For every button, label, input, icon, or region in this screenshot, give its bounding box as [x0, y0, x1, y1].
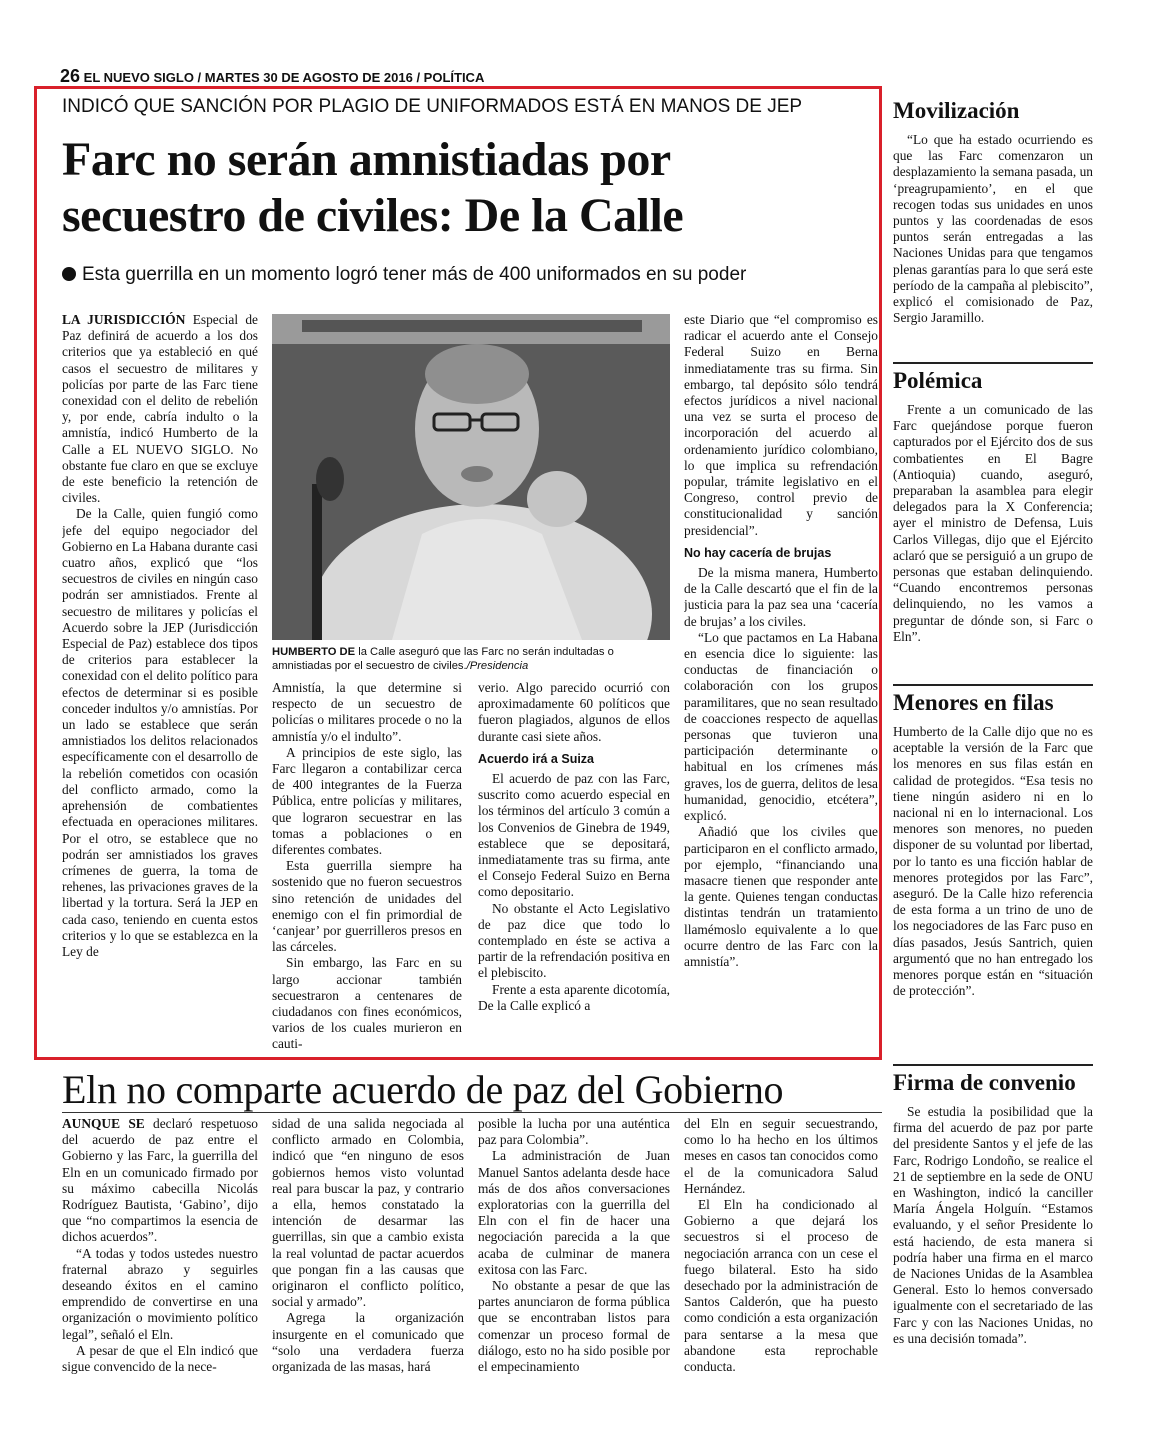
subhead-text: Esta guerrilla en un momento logró tener más de 400 uniformados en su poder — [82, 264, 747, 285]
divider — [893, 362, 1093, 364]
article-photo — [272, 314, 670, 640]
paragraph: El acuerdo de paz con las Farc, suscrito como acuerdo especial en los términos del artículo 3 común a los Convenios de Ginebra de 1949, establece que se depositará, inmediatamente tras su firma, ante el Consejo Federal Suizo en Berna como depositario. — [478, 771, 670, 900]
sidebar-text — [893, 724, 1093, 999]
paragraph: A pesar de que el Eln indicó que sigue convencido de la nece- — [62, 1342, 258, 1375]
sidebar-movilizacion — [893, 98, 1093, 360]
paragraph: El Eln ha condicionado al Gobierno a que dejará los secuestros si el proceso de negociación arranca con un cese el fuego bilateral. Esto ha sido desechado por la administración de Santos Calderón, que ha puesto como condición a esta organización para sentarse a la mesa que abandone esta reprochable conducta. — [684, 1197, 878, 1375]
paragraph — [62, 312, 258, 506]
paragraph: “A todas y todos ustedes nuestro fraternal abrazo y seguirles deseando éxitos en el camino emprendido de convertirse en una organización o movimiento político legal”, señaló el Eln. — [62, 1245, 258, 1342]
lead-in: LA JURISDICCIÓN — [62, 312, 186, 327]
page-header — [60, 66, 484, 87]
paragraph: A principios de este siglo, las Farc llegaron a contabilizar cerca de 400 integrantes de la Fuerza Pública, entre policías y militares, que lograron secuestrar en las tomas a poblaciones o en diferentes combates. — [272, 744, 462, 858]
paragraph: Frente a un comunicado de las Farc quejándose porque fueron capturados por el Ejército dos de sus combatientes en El Bagre (Antioquia) cuando, aseguró, preparaban la asamblea para elegir delegados para la X Conferencia; ayer el ministro de Defensa, Luis Carlos Villegas, dijo que el Ejército aclaró que se persiguió a un grupo de personas que estaban delinquiendo. “Cuando encontremos personas delinquiendo, no les vamos a preguntar de dónde son, si Farc o Eln”. — [893, 402, 1093, 644]
sidebar-title: Movilización — [893, 98, 1020, 123]
eln-col-1 — [62, 1116, 258, 1392]
paragraph: Se estudia la posibilidad que la firma del acuerdo de paz por parte del presidente Santos y el jefe de las Farc, Rodrigo Londoño, se realice el 21 de septiembre en la sede de ONU en Washington, indicó la canciller María Ángela Holguín. “Estamos evaluando, y el señor Presidente lo está haciendo, de esta manera si podría haber una firma en el marco de Naciones Unidas de la Asamblea General. Esto lo hemos conversado igualmente con el secretariado de las Farc y con las Naciones Unidas, no es una decisión tomada”. — [893, 1104, 1093, 1346]
bullet-icon — [62, 267, 76, 281]
paragraph: “Lo que ha estado ocurriendo es que las Farc comenzaron un desplazamiento la semana pasada, un ‘preagrupamiento’, en el que recogen todas sus unidades en unos puntos y las coordenadas de esos puntos serán entregadas a las Naciones Unidas para que tengamos plenas garantías para lo que será este período de la campaña al plebiscito”, explicó el comisionado de Paz, Sergio Jaramillo. — [893, 132, 1093, 326]
main-col-2 — [272, 680, 462, 1052]
main-col-4 — [684, 312, 878, 1052]
sidebar-title: Polémica — [893, 368, 983, 393]
sidebar-menores — [893, 690, 1093, 1054]
subheading: Acuerdo irá a Suiza — [478, 751, 595, 766]
paragraph: Humberto de la Calle dijo que no es aceptable la versión de la Farc que los menores en sus filas están en calidad de protegidos. “Esa tesis no tiene ningún asidero ni en lo nacional ni en lo internacional. Los menores son menores, no pueden disponer de su voluntad por libertad, por lo tanto es una ficción hablar de menores protegidos por las Farc”, aseguró. De la Calle hizo referencia de esta forma a un trino de uno de los negociadores de las Farc puso en días pasados, Jesús Santrich, quien argumentó que no han entregado los menores porque están en “situación de protección”. — [893, 724, 1093, 999]
sidebar-title: Menores en filas — [893, 690, 1054, 715]
paragraph: este Diario que “el compromiso es radicar el acuerdo ante el Consejo Federal Suizo en Berna inmediatamente tras su firma. Sin embargo, tal depósito sólo tendrá efectos jurídicos a nivel nacional una vez se surta el proceso de incorporación del acuerdo al ordenamiento jurídico colombiano, lo que implica su refrendación popular, trámite legislativo en el Congreso, control previo de constitucionalidad y sanción presidencial”. — [684, 312, 878, 538]
sidebar-text — [893, 132, 1093, 326]
caption-text: la Calle aseguró que las Farc no serán indultadas o amnistiadas por el secuestro de civiles. — [272, 646, 614, 672]
main-col-3 — [478, 680, 670, 1052]
divider — [893, 1064, 1093, 1066]
paragraph: De la Calle, quien fungió como jefe del equipo negociador del Gobierno en La Habana durante casi cuatro años, explicó que “los secuestros de civiles en ningún caso podrán ser amnistiados. Frente al secuestro de militares y policías el Acuerdo sobre la JEP (Jurisdicción Especial de Paz) establece dos tipos de criterios para establecer la conexidad con el delito político para efectos de determinar si es posible conceder indultos y/o amnistías. Por un lado se establece que serán amnistiados los delitos relacionados específicamente con el desarrollo de la rebelión cometidos con ocasión del conflicto armado, como la aprehensión de combatientes efectuada en operaciones militares. Por el otro, se establece que no podrán ser amnistiados los graves crímenes de guerra, la toma de rehenes, las privaciones graves de la libertad y la tortura. Será la JEP en cada caso, teniendo en cuenta estos criterios y lo que se establezca en la Ley de — [62, 506, 258, 959]
paragraph: sidad de una salida negociada al conflicto armado en Colombia, indicó que “en ninguno de esos gobiernos hemos visto voluntad real para buscar la paz, y contrario a ella, hemos constatado la intención de desarmar las guerrillas, sin que a cambio exista la real voluntad de pactar acuerdos que pongan fin a las causas que originaron el conflicto político, social y armado”. — [272, 1116, 464, 1310]
main-col-1 — [62, 312, 258, 1052]
headline-line-2: secuestro de civiles: De la Calle — [62, 189, 684, 242]
page-number: 26 — [60, 66, 81, 86]
paragraph: “Lo que pactamos en La Habana en esencia dice lo siguiente: las conductas de financiación o colaboración con los grupos paramilitares, que no sean resultado de coacciones respecto de aquellas personas que tuvieron una participación determinante o habitual en los crímenes más graves, los de guerra, delitos de lesa humanidad, genocidio, etcétera”, explicó. — [684, 629, 878, 824]
headline-line-1: Farc no serán amnistiadas por — [62, 133, 671, 186]
divider — [62, 1112, 882, 1113]
sidebar-text — [893, 1104, 1093, 1347]
caption-credit: /Presidencia — [466, 660, 529, 672]
paragraph: No obstante el Acto Legislativo de paz dice que todo lo contemplado en éste se activa a partir de la refrendación positiva en el plebiscito. — [478, 900, 670, 981]
paragraph — [62, 1116, 258, 1246]
paragraph: verio. Algo parecido ocurrió con aproximadamente 60 políticos que fueron plagiados, algunos de ellos durante casi siete años. — [478, 680, 670, 744]
sidebar-firma — [893, 1070, 1093, 1390]
article-kicker: INDICÓ QUE SANCIÓN POR PLAGIO DE UNIFORMADOS ESTÁ EN MANOS DE JEP — [62, 96, 803, 117]
article-subhead — [62, 264, 746, 286]
paragraph: Esta guerrilla siempre ha sostenido que no fueron secuestros sino retención de unidades del enemigo con el fin primordial de ‘canjear’ por guerrilleros presos en las cárceles. — [272, 858, 462, 955]
paragraph: Frente a esta aparente dicotomía, De la Calle explicó a — [478, 981, 670, 1013]
second-article-headline: Eln no comparte acuerdo de paz del Gobierno — [62, 1067, 784, 1112]
paragraph-text: Especial de Paz definirá de acuerdo a los dos criterios que ya estableció en qué casos el secuestro de militares y policías por parte de las Farc tiene conexidad con el delito de rebelión y, por ende, cabría indulto o la amnistía, indicó Humberto de la Calle a EL NUEVO SIGLO. No obstante fue claro en que se excluye de este beneficio la retención de civiles. — [62, 312, 258, 506]
photo-caption — [272, 645, 670, 673]
speaker-photo-illustration — [272, 314, 670, 640]
paragraph: posible la lucha por una auténtica paz para Colombia”. — [478, 1116, 670, 1148]
eln-col-3 — [478, 1116, 670, 1392]
paragraph: Amnistía, la que determine si respecto de un secuestro de policías o militares procede o no la amnistía y/o el indulto”. — [272, 680, 462, 744]
lead-in: AUNQUE SE — [62, 1116, 145, 1131]
sidebar-text — [893, 402, 1093, 645]
paragraph: del Eln en seguir secuestrando, como lo ha hecho en los últimos meses en casos tan conocidos como el de la comunicadora Salud Hernández. — [684, 1116, 878, 1196]
paragraph: Sin embargo, las Farc en su largo accionar también secuestraron a centenares de ciudadanos con fines económicos, varios de los cuales murieron en cauti- — [272, 955, 462, 1052]
eln-col-4 — [684, 1116, 878, 1392]
sidebar-polemica — [893, 368, 1093, 672]
paragraph: La administración de Juan Manuel Santos adelanta desde hace más de dos años conversaciones exploratorias con la guerrilla del Eln con el fin de hacer una negociación parecida a la que acaba de culminar de manera exitosa con las Farc. — [478, 1148, 670, 1277]
sidebar-title: Firma de convenio — [893, 1070, 1076, 1095]
article-headline — [62, 132, 872, 244]
paragraph: No obstante a pesar de que las partes anunciaron de forma pública que se encontraban listos para comenzar un proceso formal de diálogo, esto no ha sido posible por el empecinamiento — [478, 1278, 670, 1375]
caption-lead: HUMBERTO DE — [272, 646, 356, 658]
paragraph: De la misma manera, Humberto de la Calle descartó que el fin de la justicia para la paz sea una ‘cacería de brujas’ a los civiles. — [684, 565, 878, 629]
paragraph-text: declaró respetuoso del acuerdo de paz entre el Gobierno y las Farc, la guerrilla del Eln en un comunicado firmado por su máximo cabecilla Nicolás Rodríguez Bautista, ‘Gabino’, dijo que “no compartimos la esencia de dichos acuerdos”. — [62, 1116, 258, 1245]
eln-col-2 — [272, 1116, 464, 1392]
paragraph: Añadió que los civiles que participaron en el conflicto armado, por ejemplo, “financiando una masacre tienen que responder ante la gente. Quienes tengan conductas distintas tendrán un tratamiento llamémoslo equivalente a lo que ocurre dentro de las Farc con la amnistía”. — [684, 824, 878, 969]
divider — [893, 684, 1093, 686]
subheading: No hay cacería de brujas — [684, 545, 832, 560]
paragraph: Agrega la organización insurgente en el comunicado que “solo una verdadera fuerza organizada de las masas, hará — [272, 1310, 464, 1375]
masthead: EL NUEVO SIGLO / MARTES 30 DE AGOSTO DE 2016 / POLÍTICA — [83, 70, 485, 85]
